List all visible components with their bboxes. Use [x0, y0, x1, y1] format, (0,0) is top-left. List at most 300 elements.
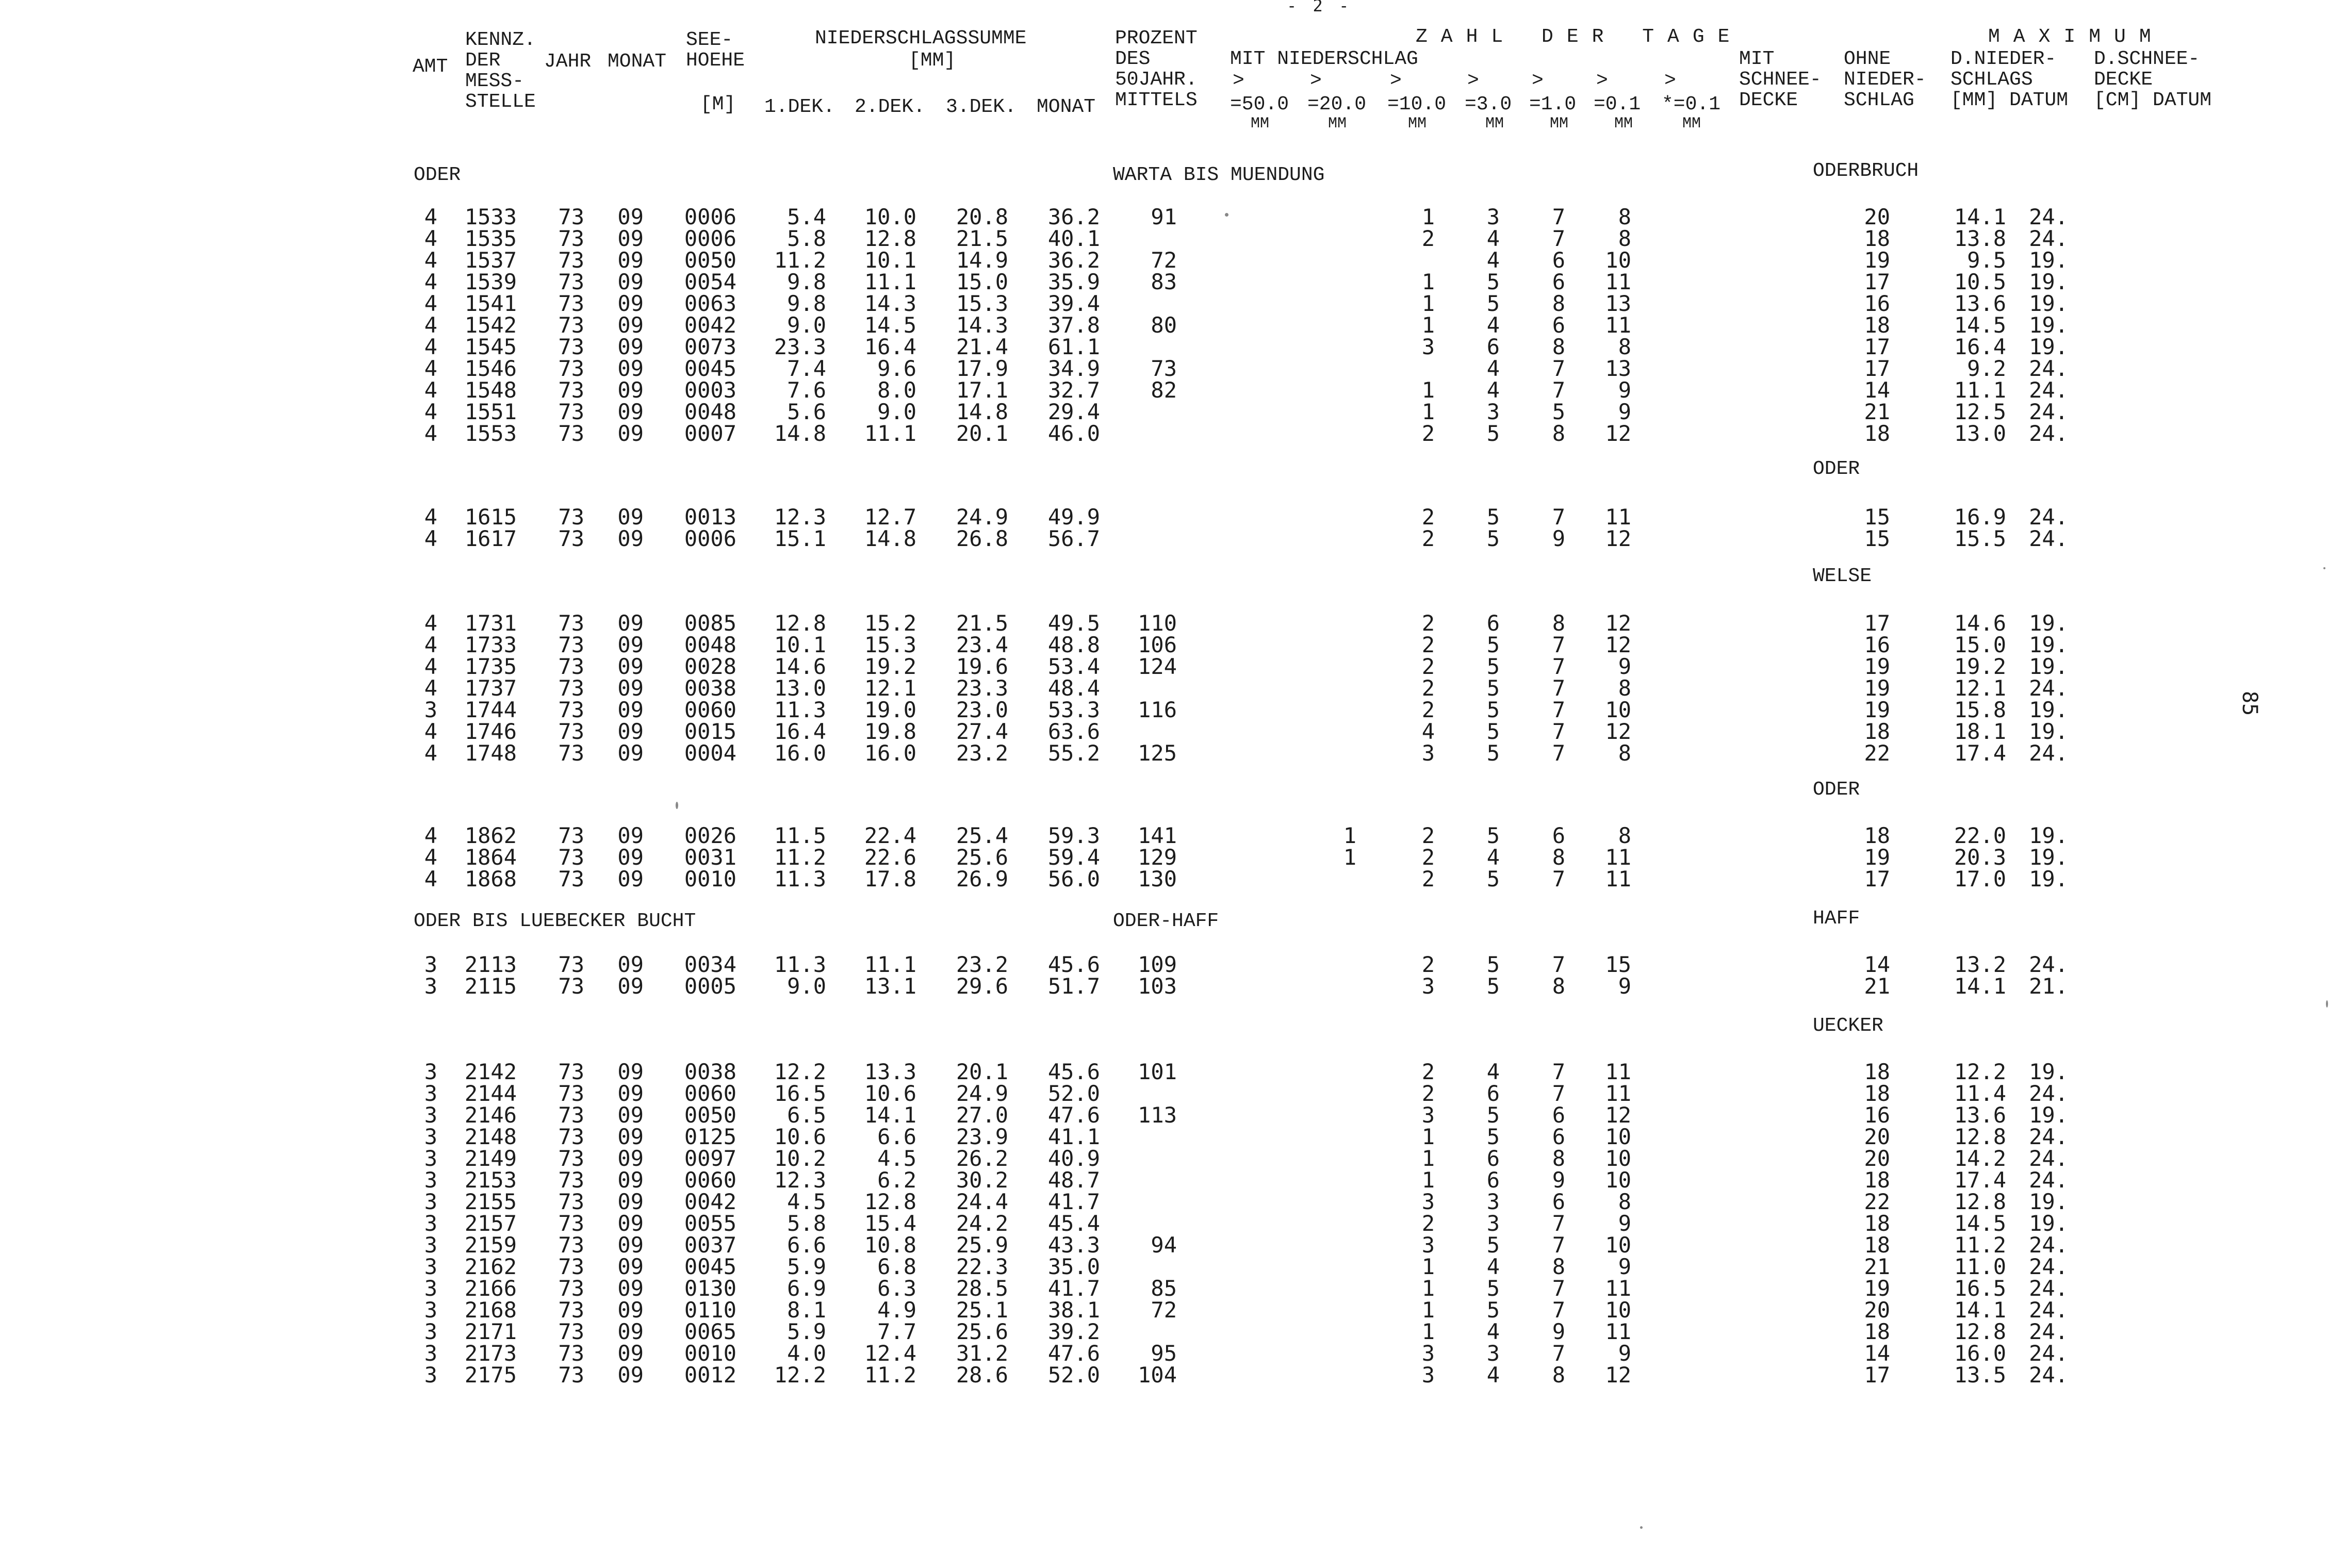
cell-monat: 09 [617, 973, 644, 999]
cell-ohne-niederschlag: 19 [1864, 247, 1890, 273]
cell-tage-10: 3 [1421, 334, 1435, 359]
cell-kennz: 2157 [464, 1211, 517, 1236]
cell-kennz: 1864 [464, 845, 517, 870]
header-dek1: 1.DEK. [764, 96, 835, 118]
cell-max-datum: 24. [2029, 1081, 2068, 1106]
threshold-value: =1.0 [1529, 93, 1577, 115]
cell-hoehe: 0048 [684, 399, 736, 424]
cell-tage-3: 5 [1486, 526, 1500, 551]
cell-tage-1: 7 [1552, 697, 1565, 722]
cell-amt: 4 [424, 421, 437, 446]
cell-max-datum: 24. [2029, 377, 2068, 403]
cell-monat-summe: 38.1 [1047, 1297, 1100, 1323]
cell-kennz: 1545 [464, 334, 517, 359]
cell-tage-3: 5 [1486, 269, 1500, 294]
cell-hoehe: 0037 [684, 1232, 736, 1258]
cell-tage-3: 5 [1486, 823, 1500, 848]
cell-kennz: 2168 [464, 1297, 517, 1323]
cell-dek1: 9.8 [787, 269, 826, 294]
cell-dek3: 23.4 [956, 632, 1008, 657]
cell-tage-01: 9 [1618, 1211, 1631, 1236]
cell-dek1: 15.1 [774, 526, 826, 551]
cell-amt: 3 [424, 1254, 437, 1279]
cell-max-datum: 19. [2029, 291, 2068, 316]
table-row [0, 868, 2344, 890]
table-row [0, 336, 2344, 358]
cell-max-niederschlag: 20.3 [1954, 845, 2006, 870]
cell-monat-summe: 39.2 [1047, 1319, 1100, 1344]
cell-tage-1: 7 [1552, 1341, 1565, 1366]
cell-tage-3: 5 [1486, 1102, 1500, 1128]
cell-ohne-niederschlag: 18 [1864, 1081, 1890, 1106]
cell-hoehe: 0065 [684, 1319, 736, 1344]
cell-kennz: 1733 [464, 632, 517, 657]
cell-kennz: 1542 [464, 312, 517, 338]
cell-jahr: 73 [558, 226, 584, 251]
cell-max-datum: 21. [2029, 973, 2068, 999]
cell-amt: 4 [424, 291, 437, 316]
threshold-gt: > [1664, 70, 1676, 92]
cell-max-niederschlag: 12.5 [1954, 399, 2006, 424]
cell-dek1: 5.8 [787, 226, 826, 251]
cell-hoehe: 0054 [684, 269, 736, 294]
cell-jahr: 73 [558, 740, 584, 766]
cell-tage-1: 8 [1552, 610, 1565, 636]
cell-tage-1: 7 [1552, 1059, 1565, 1084]
cell-dek2: 15.2 [864, 610, 916, 636]
threshold-gt: > [1467, 70, 1479, 92]
cell-monat-summe: 59.3 [1047, 823, 1100, 848]
cell-tage-01: 12 [1605, 526, 1631, 551]
cell-max-datum: 24. [2029, 1319, 2068, 1344]
cell-tage-01: 11 [1605, 1059, 1631, 1084]
cell-prozent: 124 [1138, 654, 1177, 679]
cell-jahr: 73 [558, 247, 584, 273]
cell-dek2: 12.8 [864, 226, 916, 251]
cell-tage-01: 10 [1605, 1167, 1631, 1193]
cell-amt: 4 [424, 377, 437, 403]
cell-tage-10: 2 [1421, 610, 1435, 636]
cell-dek3: 27.4 [956, 719, 1008, 744]
cell-monat: 09 [617, 952, 644, 977]
cell-dek1: 9.0 [787, 312, 826, 338]
table-row [0, 1321, 2344, 1343]
cell-dek3: 23.9 [956, 1124, 1008, 1149]
cell-tage-10: 3 [1421, 1341, 1435, 1366]
cell-tage-1: 8 [1552, 1254, 1565, 1279]
cell-hoehe: 0045 [684, 356, 736, 381]
table-row [0, 699, 2344, 721]
cell-tage-01: 12 [1605, 1102, 1631, 1128]
header-jahr: JAHR [544, 51, 592, 73]
cell-monat: 09 [617, 845, 644, 870]
table-row [0, 1169, 2344, 1191]
table-row [0, 1234, 2344, 1256]
threshold-unit: MM [1408, 115, 1427, 133]
cell-prozent: 73 [1151, 356, 1177, 381]
cell-max-niederschlag: 13.0 [1954, 421, 2006, 446]
cell-dek3: 23.2 [956, 952, 1008, 977]
cell-ohne-niederschlag: 17 [1864, 610, 1890, 636]
cell-monat: 09 [617, 312, 644, 338]
cell-kennz: 2175 [464, 1362, 517, 1388]
cell-max-niederschlag: 14.1 [1954, 1297, 2006, 1323]
cell-max-niederschlag: 14.5 [1954, 1211, 2006, 1236]
cell-dek2: 16.0 [864, 740, 916, 766]
cell-tage-3: 4 [1486, 226, 1500, 251]
cell-kennz: 1737 [464, 675, 517, 701]
header-monat-sum: MONAT [1037, 96, 1096, 118]
cell-kennz: 2149 [464, 1146, 517, 1171]
cell-dek3: 21.5 [956, 226, 1008, 251]
cell-ohne-niederschlag: 18 [1864, 1319, 1890, 1344]
cell-max-datum: 19. [2029, 1059, 2068, 1084]
cell-monat: 09 [617, 1102, 644, 1128]
cell-dek1: 11.3 [774, 866, 826, 892]
cell-hoehe: 0060 [684, 697, 736, 722]
cell-dek1: 13.0 [774, 675, 826, 701]
cell-tage-1: 7 [1552, 226, 1565, 251]
cell-ohne-niederschlag: 21 [1864, 973, 1890, 999]
cell-kennz: 1746 [464, 719, 517, 744]
cell-tage-01: 15 [1605, 952, 1631, 977]
cell-tage-3: 5 [1486, 1297, 1500, 1323]
table-row [0, 610, 2344, 636]
section-river: WARTA BIS MUENDUNG [1113, 164, 1325, 186]
cell-max-niederschlag: 14.1 [1954, 973, 2006, 999]
cell-max-niederschlag: 13.5 [1954, 1362, 2006, 1388]
cell-dek3: 27.0 [956, 1102, 1008, 1128]
cell-kennz: 1551 [464, 399, 517, 424]
cell-max-datum: 24. [2029, 1232, 2068, 1258]
section-subbasin: WELSE [1813, 565, 1872, 587]
cell-monat-summe: 29.4 [1047, 399, 1100, 424]
cell-tage-01: 11 [1605, 845, 1631, 870]
cell-tage-1: 8 [1552, 421, 1565, 446]
cell-monat-summe: 46.0 [1047, 421, 1100, 446]
cell-kennz: 1533 [464, 204, 517, 229]
cell-hoehe: 0055 [684, 1211, 736, 1236]
cell-dek1: 9.0 [787, 973, 826, 999]
cell-max-niederschlag: 11.4 [1954, 1081, 2006, 1106]
cell-max-datum: 24. [2029, 1362, 2068, 1388]
cell-dek3: 30.2 [956, 1167, 1008, 1193]
cell-max-datum: 24. [2029, 421, 2068, 446]
cell-dek2: 12.8 [864, 1189, 916, 1214]
cell-monat: 09 [617, 399, 644, 424]
cell-jahr: 73 [558, 866, 584, 892]
cell-monat-summe: 47.6 [1047, 1341, 1100, 1366]
table-row [0, 423, 2344, 444]
cell-dek1: 16.0 [774, 740, 826, 766]
cell-tage-1: 8 [1552, 845, 1565, 870]
cell-dek2: 6.6 [877, 1124, 916, 1149]
cell-dek2: 11.2 [864, 1362, 916, 1388]
cell-monat: 09 [617, 823, 644, 848]
cell-dek1: 11.3 [774, 952, 826, 977]
scan-speck [676, 802, 678, 809]
cell-kennz: 1546 [464, 356, 517, 381]
cell-jahr: 73 [558, 1276, 584, 1301]
cell-dek1: 11.2 [774, 247, 826, 273]
cell-amt: 4 [424, 526, 437, 551]
table-row [0, 973, 2344, 999]
cell-tage-01: 9 [1618, 1341, 1631, 1366]
cell-prozent: 80 [1151, 312, 1177, 338]
cell-dek1: 6.5 [787, 1102, 826, 1128]
cell-amt: 4 [424, 204, 437, 229]
cell-ohne-niederschlag: 21 [1864, 1254, 1890, 1279]
cell-prozent: 104 [1138, 1362, 1177, 1388]
header-dek3: 3.DEK. [946, 96, 1017, 118]
cell-tage-1: 7 [1552, 740, 1565, 766]
cell-monat-summe: 53.4 [1047, 654, 1100, 679]
cell-kennz: 2115 [464, 973, 517, 999]
cell-tage-3: 4 [1486, 377, 1500, 403]
cell-dek2: 4.5 [877, 1146, 916, 1171]
cell-dek3: 21.5 [956, 610, 1008, 636]
cell-dek3: 23.0 [956, 697, 1008, 722]
cell-prozent: 85 [1151, 1276, 1177, 1301]
cell-max-datum: 19. [2029, 269, 2068, 294]
cell-ohne-niederschlag: 18 [1864, 1059, 1890, 1084]
cell-amt: 3 [424, 1297, 437, 1323]
cell-tage-1: 7 [1552, 675, 1565, 701]
cell-max-datum: 24. [2029, 399, 2068, 424]
cell-amt: 4 [424, 845, 437, 870]
cell-monat: 09 [617, 377, 644, 403]
cell-tage-01: 9 [1618, 973, 1631, 999]
cell-tage-10: 1 [1421, 377, 1435, 403]
cell-jahr: 73 [558, 610, 584, 636]
cell-max-datum: 19. [2029, 610, 2068, 636]
cell-amt: 3 [424, 1167, 437, 1193]
cell-ohne-niederschlag: 14 [1864, 1341, 1890, 1366]
cell-tage-01: 9 [1618, 654, 1631, 679]
cell-tage-1: 7 [1552, 1211, 1565, 1236]
cell-tage-10: 1 [1421, 1276, 1435, 1301]
table-row [0, 1343, 2344, 1364]
cell-ohne-niederschlag: 18 [1864, 226, 1890, 251]
table-row [0, 1256, 2344, 1278]
cell-monat-summe: 37.8 [1047, 312, 1100, 338]
cell-dek3: 24.9 [956, 1081, 1008, 1106]
cell-kennz: 1735 [464, 654, 517, 679]
cell-tage-01: 11 [1605, 1319, 1631, 1344]
cell-tage-1: 7 [1552, 377, 1565, 403]
cell-max-niederschlag: 18.1 [1954, 719, 2006, 744]
cell-monat: 09 [617, 866, 644, 892]
cell-hoehe: 0038 [684, 1059, 736, 1084]
cell-dek3: 25.6 [956, 1319, 1008, 1344]
cell-tage-3: 5 [1486, 740, 1500, 766]
cell-monat: 09 [617, 1254, 644, 1279]
cell-monat: 09 [617, 291, 644, 316]
cell-tage-3: 4 [1486, 1362, 1500, 1388]
cell-amt: 3 [424, 952, 437, 977]
cell-monat-summe: 32.7 [1047, 377, 1100, 403]
cell-jahr: 73 [558, 1362, 584, 1388]
cell-amt: 3 [424, 1081, 437, 1106]
cell-max-niederschlag: 16.4 [1954, 334, 2006, 359]
cell-tage-20: 1 [1343, 845, 1356, 870]
cell-amt: 3 [424, 1276, 437, 1301]
cell-amt: 3 [424, 1146, 437, 1171]
cell-kennz: 1553 [464, 421, 517, 446]
cell-tage-3: 4 [1486, 247, 1500, 273]
cell-tage-10: 2 [1421, 504, 1435, 530]
cell-tage-01: 11 [1605, 866, 1631, 892]
cell-dek1: 4.0 [787, 1341, 826, 1366]
header-kennz: KENNZ. DER MESS- STELLE [465, 29, 536, 113]
cell-max-niederschlag: 11.1 [1954, 377, 2006, 403]
cell-hoehe: 0013 [684, 504, 736, 530]
cell-amt: 4 [424, 675, 437, 701]
cell-hoehe: 0042 [684, 312, 736, 338]
cell-dek1: 9.8 [787, 291, 826, 316]
cell-tage-1: 7 [1552, 204, 1565, 229]
cell-monat-summe: 45.4 [1047, 1211, 1100, 1236]
cell-kennz: 1548 [464, 377, 517, 403]
scan-speck [2323, 567, 2325, 569]
table-row [0, 1126, 2344, 1148]
cell-monat: 09 [617, 1232, 644, 1258]
cell-max-datum: 24. [2029, 204, 2068, 229]
cell-hoehe: 0038 [684, 675, 736, 701]
header-niederschlagssumme-unit: [MM] [909, 49, 956, 72]
cell-tage-1: 8 [1552, 1362, 1565, 1388]
cell-kennz: 2153 [464, 1167, 517, 1193]
cell-dek3: 20.1 [956, 1059, 1008, 1084]
cell-monat-summe: 39.4 [1047, 291, 1100, 316]
cell-jahr: 73 [558, 973, 584, 999]
threshold-gt: > [1596, 70, 1608, 92]
cell-tage-1: 5 [1552, 399, 1565, 424]
cell-monat: 09 [617, 1189, 644, 1214]
threshold-value: =0.1 [1594, 93, 1641, 115]
cell-monat: 09 [617, 1362, 644, 1388]
cell-dek1: 16.4 [774, 719, 826, 744]
cell-tage-3: 3 [1486, 399, 1500, 424]
cell-tage-10: 2 [1421, 632, 1435, 657]
cell-ohne-niederschlag: 17 [1864, 866, 1890, 892]
cell-ohne-niederschlag: 17 [1864, 1362, 1890, 1388]
cell-dek3: 23.3 [956, 675, 1008, 701]
cell-max-datum: 19. [2029, 312, 2068, 338]
cell-jahr: 73 [558, 952, 584, 977]
cell-monat-summe: 43.3 [1047, 1232, 1100, 1258]
cell-monat-summe: 59.4 [1047, 845, 1100, 870]
cell-dek1: 5.9 [787, 1254, 826, 1279]
cell-prozent: 141 [1138, 823, 1177, 848]
cell-tage-1: 7 [1552, 1232, 1565, 1258]
cell-jahr: 73 [558, 269, 584, 294]
scan-speck [1225, 213, 1228, 217]
header-mit-niederschlag: MIT NIEDERSCHLAG [1230, 48, 1418, 70]
cell-tage-10: 2 [1421, 1211, 1435, 1236]
cell-max-datum: 19. [2029, 823, 2068, 848]
cell-max-datum: 19. [2029, 845, 2068, 870]
cell-dek2: 14.5 [864, 312, 916, 338]
cell-monat: 09 [617, 632, 644, 657]
cell-amt: 4 [424, 334, 437, 359]
table-row [0, 293, 2344, 315]
cell-max-datum: 24. [2029, 504, 2068, 530]
cell-ohne-niederschlag: 16 [1864, 1102, 1890, 1128]
cell-max-datum: 19. [2029, 719, 2068, 744]
cell-monat-summe: 52.0 [1047, 1081, 1100, 1106]
cell-monat-summe: 45.6 [1047, 952, 1100, 977]
cell-tage-10: 2 [1421, 526, 1435, 551]
cell-kennz: 1615 [464, 504, 517, 530]
page-number: - 2 - [1287, 0, 1352, 15]
threshold-gt: > [1390, 70, 1402, 92]
cell-monat: 09 [617, 1341, 644, 1366]
cell-hoehe: 0010 [684, 866, 736, 892]
cell-tage-10: 1 [1421, 204, 1435, 229]
cell-monat: 09 [617, 421, 644, 446]
cell-tage-10: 2 [1421, 845, 1435, 870]
cell-hoehe: 0130 [684, 1276, 736, 1301]
cell-tage-10: 2 [1421, 675, 1435, 701]
cell-jahr: 73 [558, 1059, 584, 1084]
cell-amt: 3 [424, 1362, 437, 1388]
cell-tage-01: 8 [1618, 675, 1631, 701]
cell-dek2: 11.1 [864, 952, 916, 977]
cell-monat: 09 [617, 697, 644, 722]
cell-ohne-niederschlag: 17 [1864, 269, 1890, 294]
cell-max-datum: 24. [2029, 1297, 2068, 1323]
cell-max-niederschlag: 9.5 [1967, 247, 2006, 273]
cell-tage-01: 11 [1605, 312, 1631, 338]
cell-tage-3: 5 [1486, 632, 1500, 657]
cell-prozent: 72 [1151, 247, 1177, 273]
cell-jahr: 73 [558, 504, 584, 530]
section-river: ODER-HAFF [1113, 910, 1219, 932]
cell-dek3: 26.9 [956, 866, 1008, 892]
cell-max-niederschlag: 15.5 [1954, 526, 2006, 551]
cell-max-niederschlag: 11.0 [1954, 1254, 2006, 1279]
cell-tage-1: 7 [1552, 719, 1565, 744]
threshold-gt: > [1233, 70, 1244, 92]
cell-tage-10: 3 [1421, 1232, 1435, 1258]
cell-dek2: 19.0 [864, 697, 916, 722]
cell-tage-1: 7 [1552, 1297, 1565, 1323]
cell-amt: 4 [424, 504, 437, 530]
cell-dek1: 7.6 [787, 377, 826, 403]
table-row [0, 312, 2344, 338]
cell-tage-1: 6 [1552, 823, 1565, 848]
cell-tage-01: 9 [1618, 399, 1631, 424]
cell-tage-10: 1 [1421, 1167, 1435, 1193]
cell-ohne-niederschlag: 15 [1864, 504, 1890, 530]
cell-tage-01: 11 [1605, 1081, 1631, 1106]
cell-max-datum: 19. [2029, 247, 2068, 273]
cell-dek1: 7.4 [787, 356, 826, 381]
cell-dek2: 6.2 [877, 1167, 916, 1193]
cell-dek2: 15.4 [864, 1211, 916, 1236]
section-subbasin: HAFF [1813, 907, 1860, 930]
cell-hoehe: 0097 [684, 1146, 736, 1171]
cell-tage-01: 10 [1605, 697, 1631, 722]
cell-kennz: 1731 [464, 610, 517, 636]
cell-dek2: 6.3 [877, 1276, 916, 1301]
cell-ohne-niederschlag: 18 [1864, 719, 1890, 744]
threshold-value: =10.0 [1387, 93, 1447, 115]
cell-max-datum: 19. [2029, 697, 2068, 722]
cell-max-datum: 24. [2029, 952, 2068, 977]
cell-monat-summe: 48.4 [1047, 675, 1100, 701]
